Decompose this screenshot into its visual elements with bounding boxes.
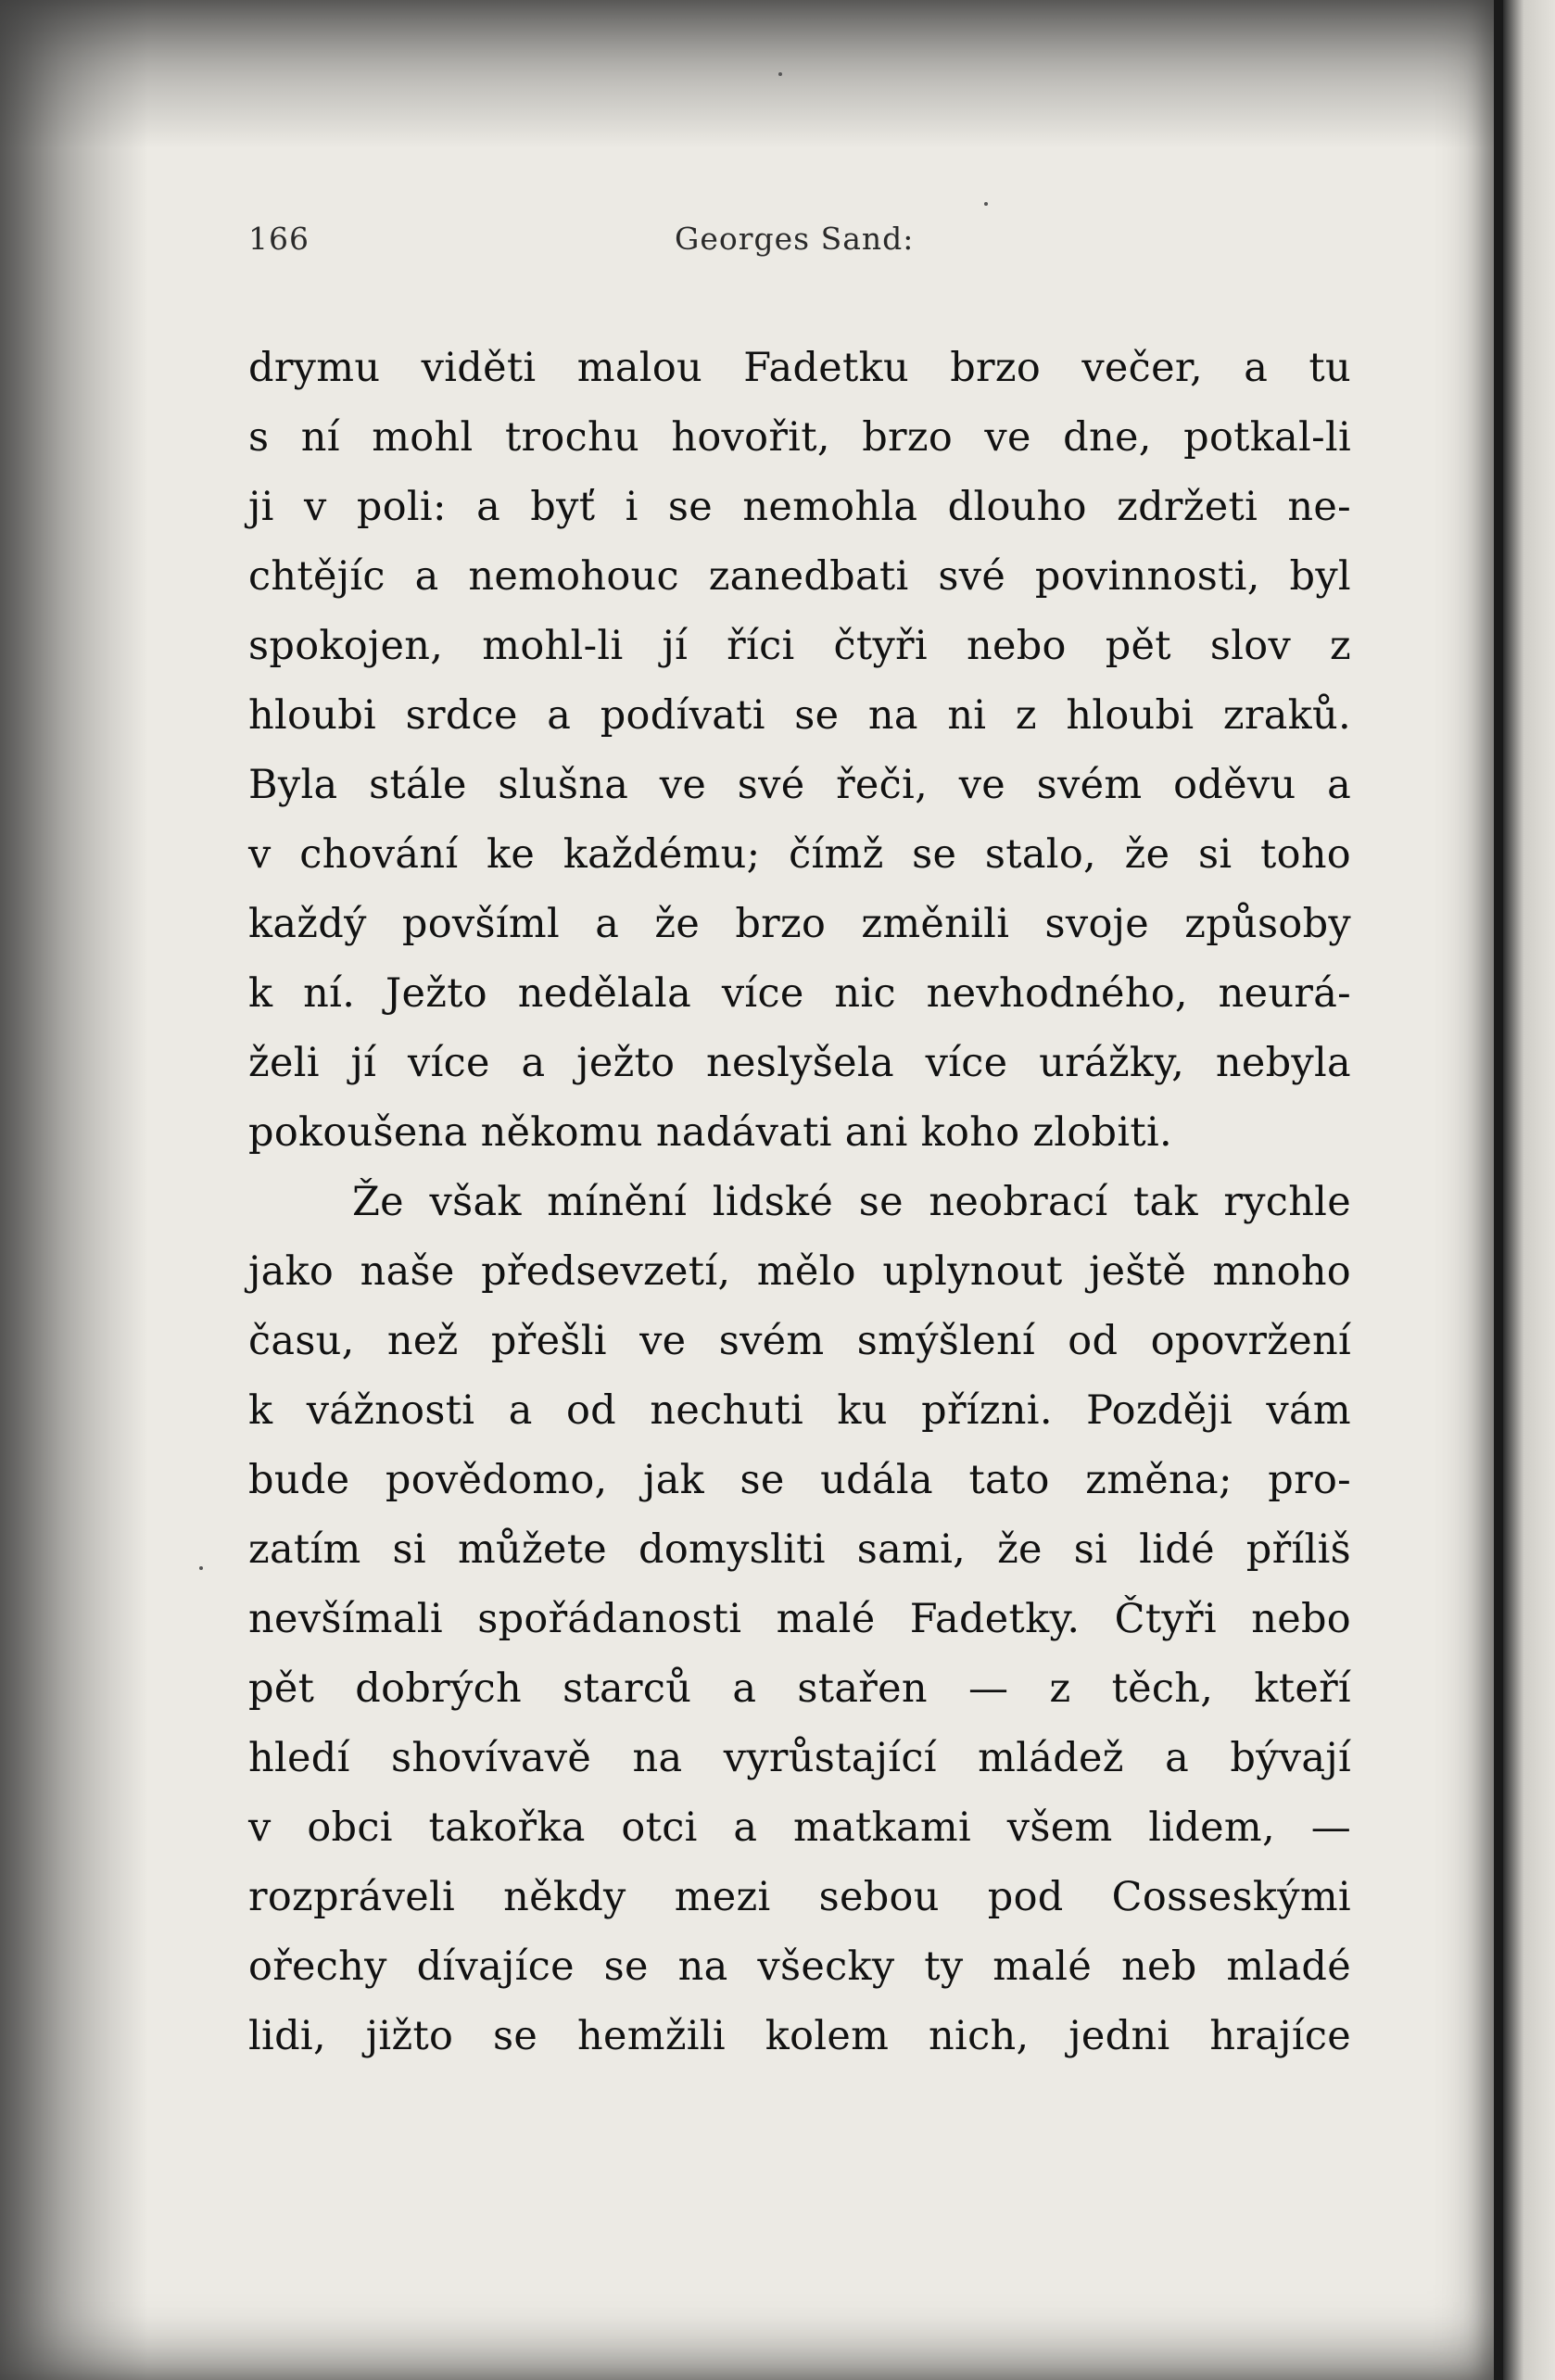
text-line: nevšímali spořádanosti malé Fadetky. Čtyři nebo — [248, 1596, 1351, 1642]
text-line: želi jí více a ježto neslyšela více urážky, nebyla — [248, 1040, 1351, 1086]
page-edge-shadow — [0, 0, 148, 2380]
text-line: v chování ke každému; čímž se stalo, že si toho — [248, 831, 1351, 878]
text-line: s ní mohl trochu hovořit, brzo ve dne, potkal-li — [248, 414, 1351, 461]
text-line: spokojen, mohl-li jí říci čtyři nebo pět slov z — [248, 623, 1351, 669]
running-title: Georges Sand: — [675, 221, 915, 257]
page-number: 166 — [248, 221, 310, 257]
text-line: chtějíc a nemohouc zanedbati své povinnosti, byl — [248, 553, 1351, 600]
text-line: lidi, jižto se hemžili kolem nich, jedni hrajíce — [248, 2013, 1351, 2059]
page-top-shadow — [0, 0, 1494, 148]
scan-speck — [199, 1566, 203, 1570]
text-line: pokoušena někomu nadávati ani koho zlobiti. — [248, 1109, 1173, 1156]
text-line: v obci takořka otci a matkami všem lidem, — — [248, 1804, 1351, 1851]
adjacent-page-edge — [1503, 0, 1555, 2380]
text-line: Že však mínění lidské se neobrací tak rychle — [352, 1179, 1351, 1225]
text-line: pět dobrých starců a stařen — z těch, kteří — [248, 1665, 1351, 1712]
text-line: hloubi srdce a podívati se na ni z hloubi zraků. — [248, 692, 1351, 739]
text-line: k vážnosti a od nechuti ku přízni. Později vám — [248, 1387, 1351, 1434]
text-line: bude povědomo, jak se udála tato změna; pro- — [248, 1457, 1351, 1503]
text-line: ořechy dívajíce se na všecky ty malé neb mladé — [248, 1943, 1351, 1990]
scan-speck — [778, 72, 782, 76]
text-line: drymu viděti malou Fadetku brzo večer, a tu — [248, 345, 1351, 391]
text-line: jako naše předsevzetí, mělo uplynout ještě mnoho — [248, 1248, 1351, 1295]
text-line: Byla stále slušna ve své řeči, ve svém oděvu a — [248, 762, 1351, 808]
running-head — [248, 221, 953, 261]
text-line: každý povšíml a že brzo změnili svoje způsoby — [248, 901, 1351, 947]
text-line: hledí shovívavě na vyrůstající mládež a bývají — [248, 1735, 1351, 1781]
body-text — [248, 334, 1351, 2071]
text-line: k ní. Ježto nedělala více nic nevhodného, neurá- — [248, 970, 1351, 1017]
text-line: času, než přešli ve svém smýšlení od opovržení — [248, 1318, 1351, 1364]
text-line: zatím si můžete domysliti sami, že si lidé příliš — [248, 1526, 1351, 1573]
book-gutter — [1494, 0, 1503, 2380]
text-line: rozpráveli někdy mezi sebou pod Cosseskými — [248, 1874, 1351, 1920]
scan-speck — [984, 202, 988, 206]
text-line: ji v poli: a byť i se nemohla dlouho zdržeti ne- — [248, 484, 1351, 530]
